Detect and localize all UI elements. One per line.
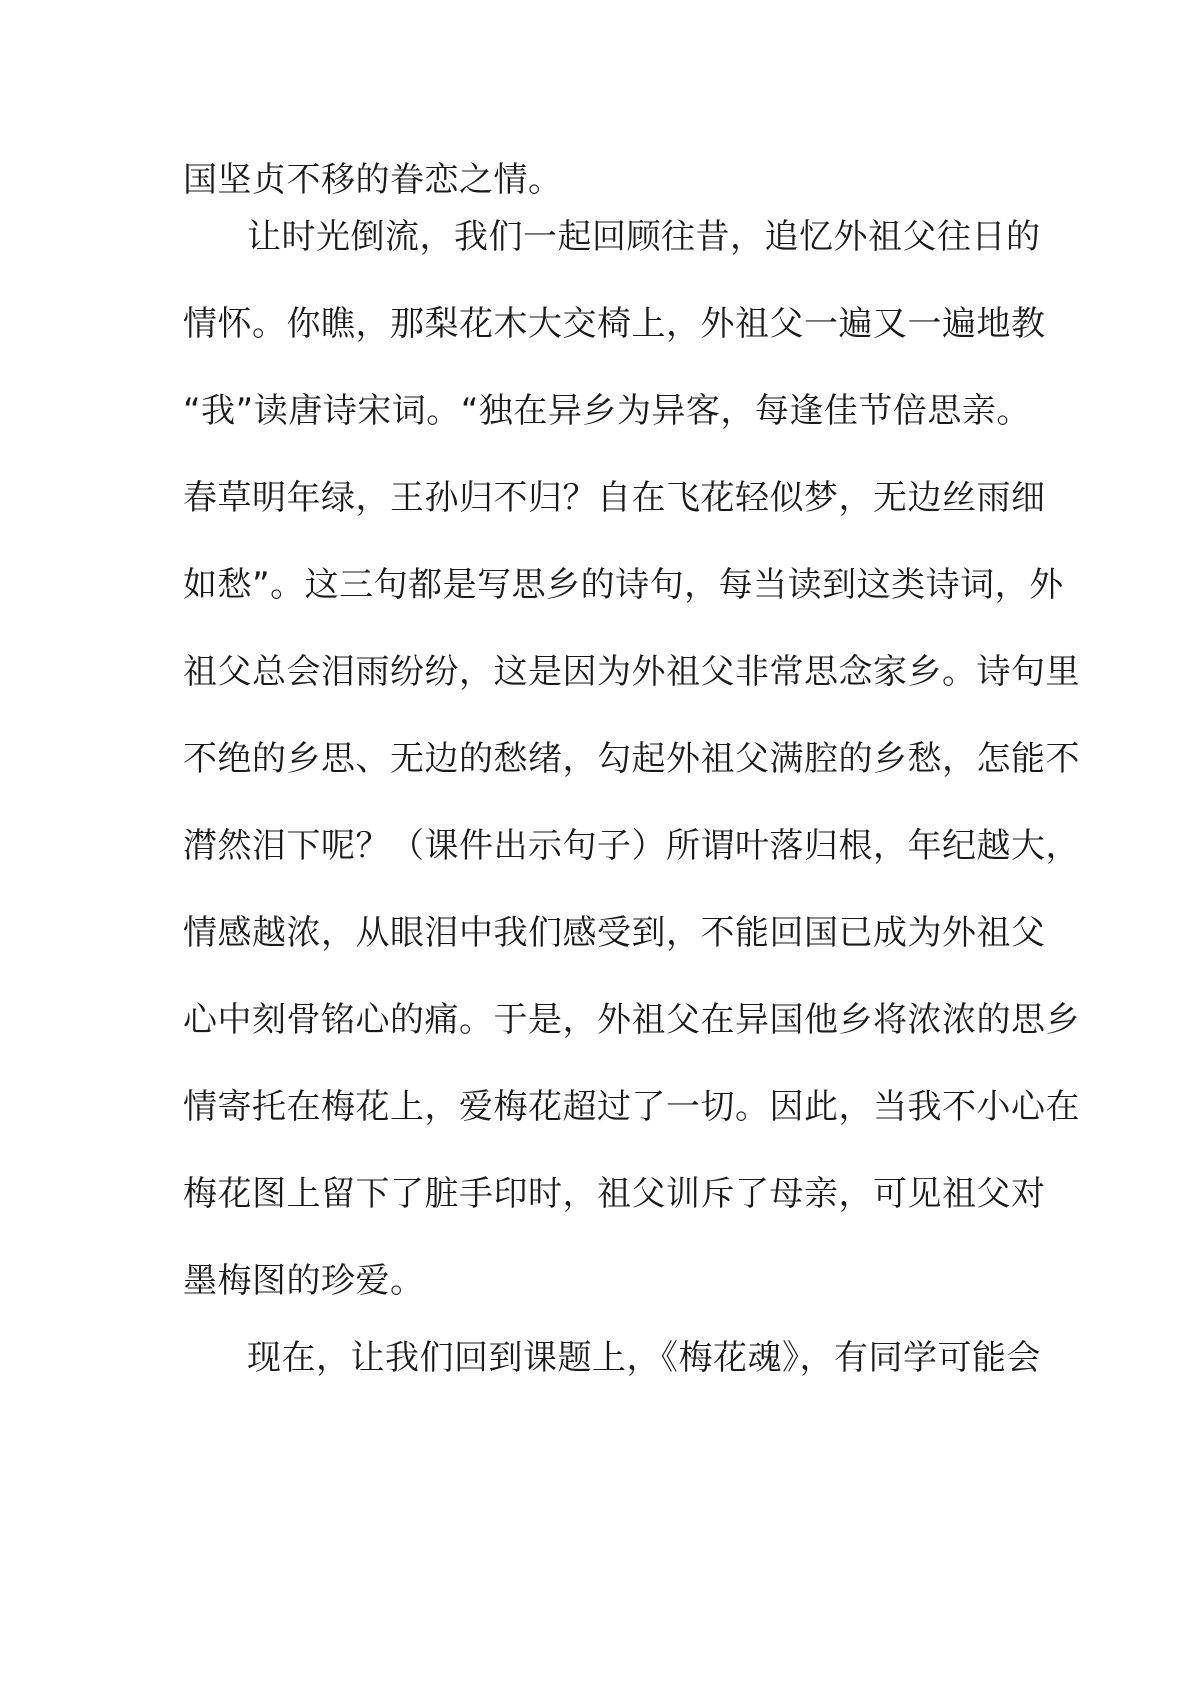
paragraph-line-12: 情寄托在梅花上，爱梅花超过了一切。因此，当我不小心在 <box>183 1087 1080 1127</box>
paragraph-line-5: 春草明年绿，王孙归不归？自在飞花轻似梦，无边丝雨细 <box>183 478 1046 518</box>
paragraph-line-8: 不绝的乡思、无边的愁绪，勾起外祖父满腔的乡愁，怎能不 <box>183 739 1080 779</box>
paragraph-line-9: 潸然泪下呢？（课件出示句子）所谓叶落归根，年纪越大， <box>183 826 1080 866</box>
paragraph-line-11: 心中刻骨铭心的痛。于是，外祖父在异国他乡将浓浓的思乡 <box>183 1000 1080 1040</box>
paragraph-line-4: “我”读唐诗宋词。“独在异乡为异客，每逢佳节倍思亲。 <box>183 391 1031 431</box>
paragraph-line-10: 情感越浓，从眼泪中我们感受到，不能回国已成为外祖父 <box>183 913 1046 953</box>
paragraph-line-1: 国坚贞不移的眷恋之情。 <box>183 160 563 200</box>
paragraph-line-3: 情怀。你瞧，那梨花木大交椅上，外祖父一遍又一遍地教 <box>183 304 1046 344</box>
paragraph-line-2: 让时光倒流，我们一起回顾往昔，追忆外祖父往日的 <box>247 217 1041 257</box>
paragraph-line-13: 梅花图上留下了脏手印时，祖父训斥了母亲，可见祖父对 <box>183 1174 1046 1214</box>
paragraph-line-7: 祖父总会泪雨纷纷，这是因为外祖父非常思念家乡。诗句里 <box>183 652 1080 692</box>
paragraph-line-14: 墨梅图的珍爱。 <box>183 1261 425 1301</box>
paragraph-line-6: 如愁”。这三句都是写思乡的诗句，每当读到这类诗词，外 <box>183 565 1064 605</box>
paragraph-line-15: 现在，让我们回到课题上，《梅花魂》，有同学可能会 <box>247 1338 1041 1378</box>
